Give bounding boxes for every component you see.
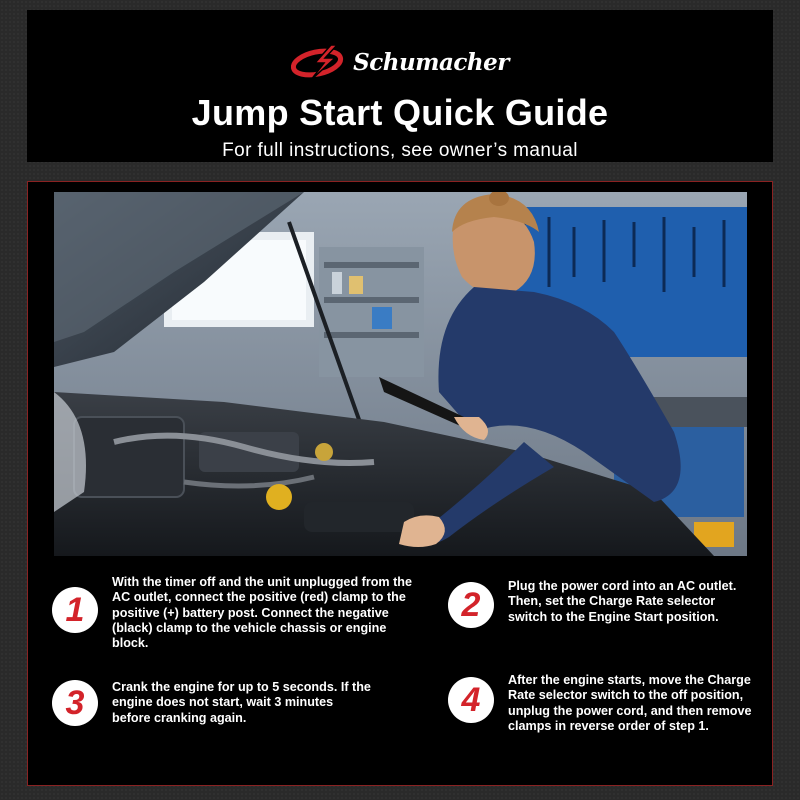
guide-panel — [27, 181, 773, 786]
step-1 — [52, 575, 412, 651]
mechanic-photo — [54, 192, 747, 556]
step-4-text: After the engine starts, move the Charge Rate selector switch to the off position, unplug the power cord, and then remove clamps in reverse order of step 1. — [508, 673, 752, 733]
step-number-badge: 2 — [448, 582, 494, 628]
step-3 — [52, 680, 372, 726]
brand-logo — [27, 42, 773, 82]
step-2-text: Plug the power cord into an AC outlet. Then, set the Charge Rate selector switch to the Engine Start position. — [508, 579, 737, 624]
step-1-text: With the timer off and the unit unplugged from the AC outlet, connect the positive (red) clamp to the positive (+) battery post. Connect the negative (black) clamp to the vehicle chassis or engine block. — [112, 575, 413, 651]
step-number-badge: 1 — [52, 587, 98, 633]
brand-name: Schumacher — [353, 48, 509, 76]
step-4 — [448, 673, 758, 734]
page-subtitle: For full instructions, see owner’s manual — [222, 140, 578, 161]
lightning-logo-icon — [291, 43, 357, 81]
step-3-text: Crank the engine for up to 5 seconds. If the engine does not start, wait 3 minutes before cranking again. — [112, 680, 371, 725]
step-2 — [448, 579, 748, 628]
page-title: Jump Start Quick Guide — [191, 92, 609, 133]
header — [27, 10, 773, 162]
step-number-badge: 3 — [52, 680, 98, 726]
step-number-badge: 4 — [448, 677, 494, 723]
